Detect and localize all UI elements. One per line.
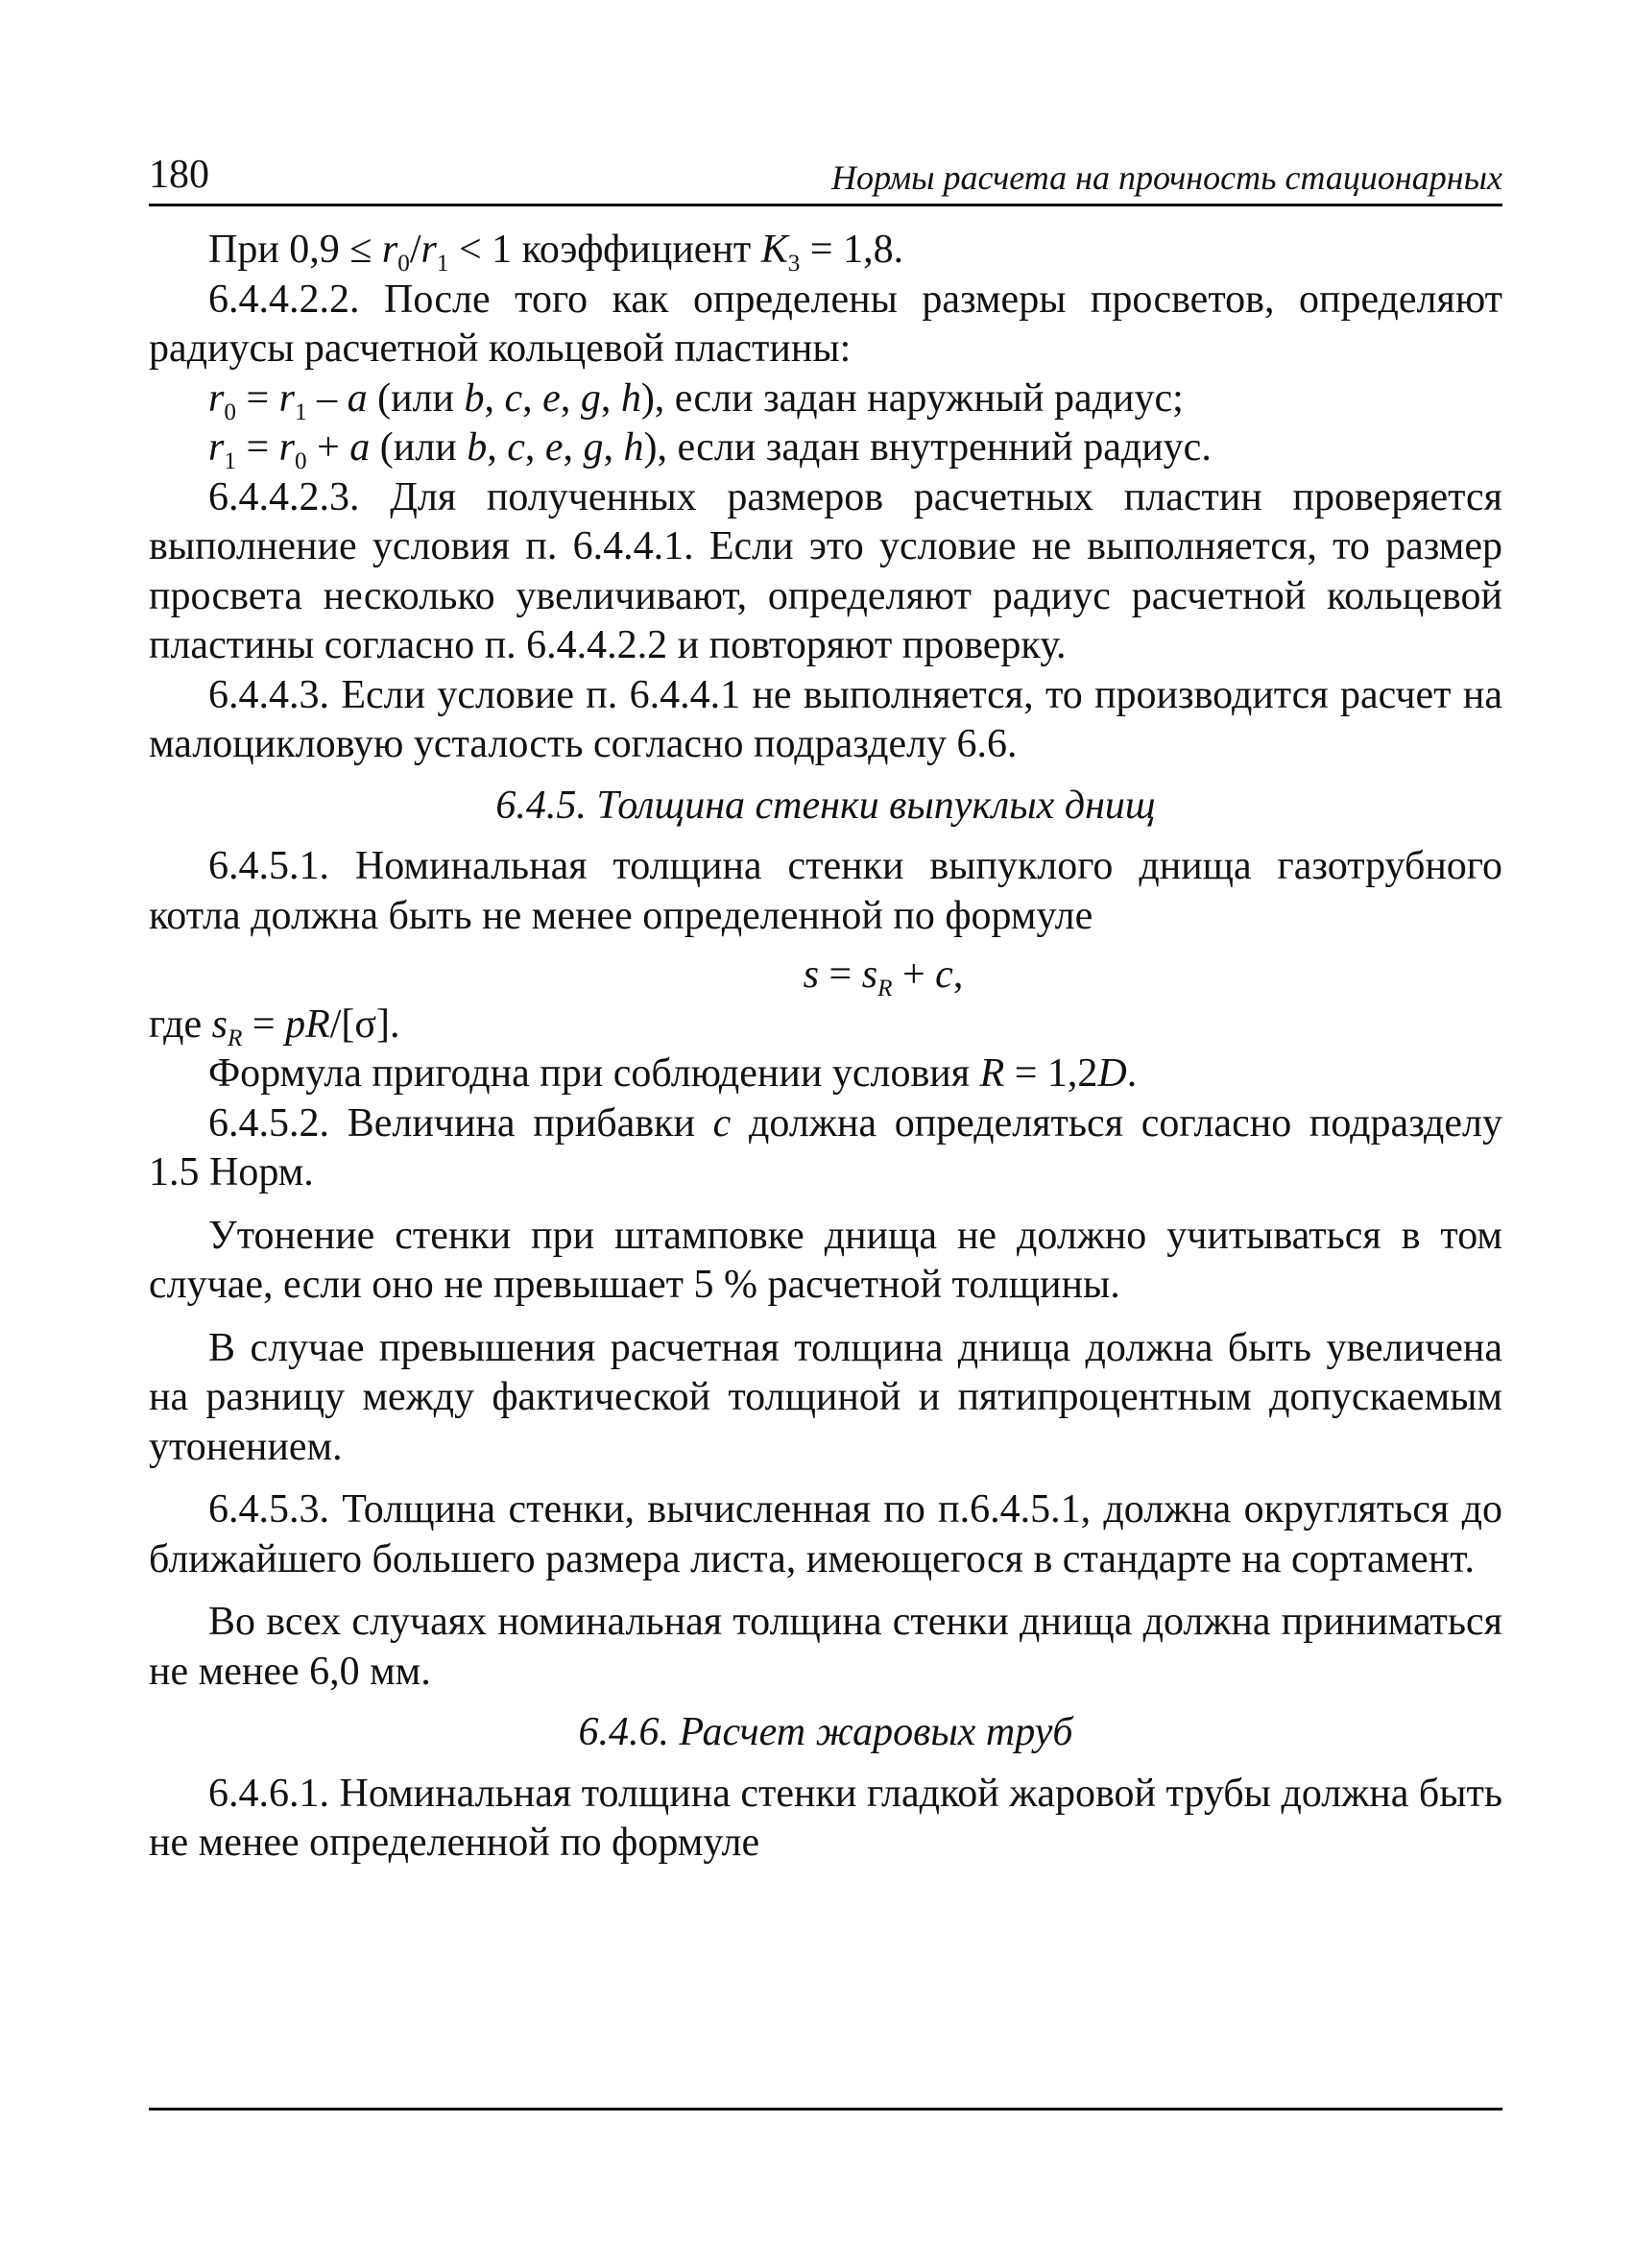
formula-s: $s = s_R + c$, [803,953,964,1001]
paragraph-6-4-6-1: 6.4.6.1. Номинальная толщина стенки гладкой жаровой трубы должна быть не менее определенной по формуле [149,1771,1502,1865]
footer-rule [149,2108,1502,2111]
paragraph-6-4-5-2: 6.4.5.2. Величина прибавки c должна определяться согласно подразделу 1.5 Норм. [149,1100,1502,1194]
paragraph-minimum-thickness: Во всех случаях номинальная толщина стенки днища должна приниматься не менее 6,0 мм. [149,1600,1502,1694]
paragraph-6-4-5-1: 6.4.5.1. Номинальная толщина стенки выпуклого днища газотрубного котла должна быть не менее определенной по формуле [149,844,1502,938]
paragraph-formula-condition: Формула пригодна при соблюдении условия R = 1,2D. [208,1051,1138,1096]
section-heading-6-4-6: 6.4.6. Расчет жаровых труб [578,1710,1073,1754]
paragraph-k3: При $0,9 \le r_0/r_1 < 1$ коэффициент $K_3 = 1,8$. [208,228,904,277]
formula-explanation: где $s_R = pR/[\sigma]$. [149,1001,400,1051]
running-title: Нормы расчета на прочность стационарных [831,158,1502,197]
page-body [149,226,1502,1869]
paragraph-6-4-4-3: 6.4.4.3. Если условие п. 6.4.4.1 не выполняется, то производится расчет на малоцикловую усталость согласно подразделу 6.6. [149,672,1502,766]
section-heading-6-4-5: 6.4.5. Толщина стенки выпуклых днищ [495,783,1156,828]
paragraph-thinning: Утонение стенки при штамповке днища не должно учитываться в том случае, если оно не превышает 5 % расчетной толщины. [149,1213,1502,1307]
paragraph-6-4-4-2-3: 6.4.4.2.3. Для полученных размеров расчетных пластин проверяется выполнение условия п. 6.4.4.1. Если это условие не выполняется, то размер просвета несколько увеличивают, определяют радиус расчетной кольцевой пластины согласно п. 6.4.4.2.2 и повторяют проверку. [149,474,1502,667]
page-header [149,144,1502,206]
paragraph-excess: В случае превышения расчетная толщина днища должна быть увеличена на разницу между фактической толщиной и пятипроцентным допускаемым утонением. [149,1325,1502,1469]
equation-r1: $r_1 = r_0 + a$ (или b, c, e, g, h), если задан внутренний радиус. [208,425,1212,474]
paragraph-6-4-4-2-2: 6.4.4.2.2. После того как определены размеры просветов, определяют радиусы расчетной кольцевой пластины: [149,277,1502,371]
page-number: 180 [149,153,209,197]
paragraph-6-4-5-3: 6.4.5.3. Толщина стенки, вычисленная по п.6.4.5.1, должна округляться до ближайшего большего размера листа, имеющегося в стандарте на сортамент. [149,1487,1502,1581]
equation-r0: $r_0 = r_1 - a$ (или b, c, e, g, h), если задан наружный радиус; [208,375,1184,425]
